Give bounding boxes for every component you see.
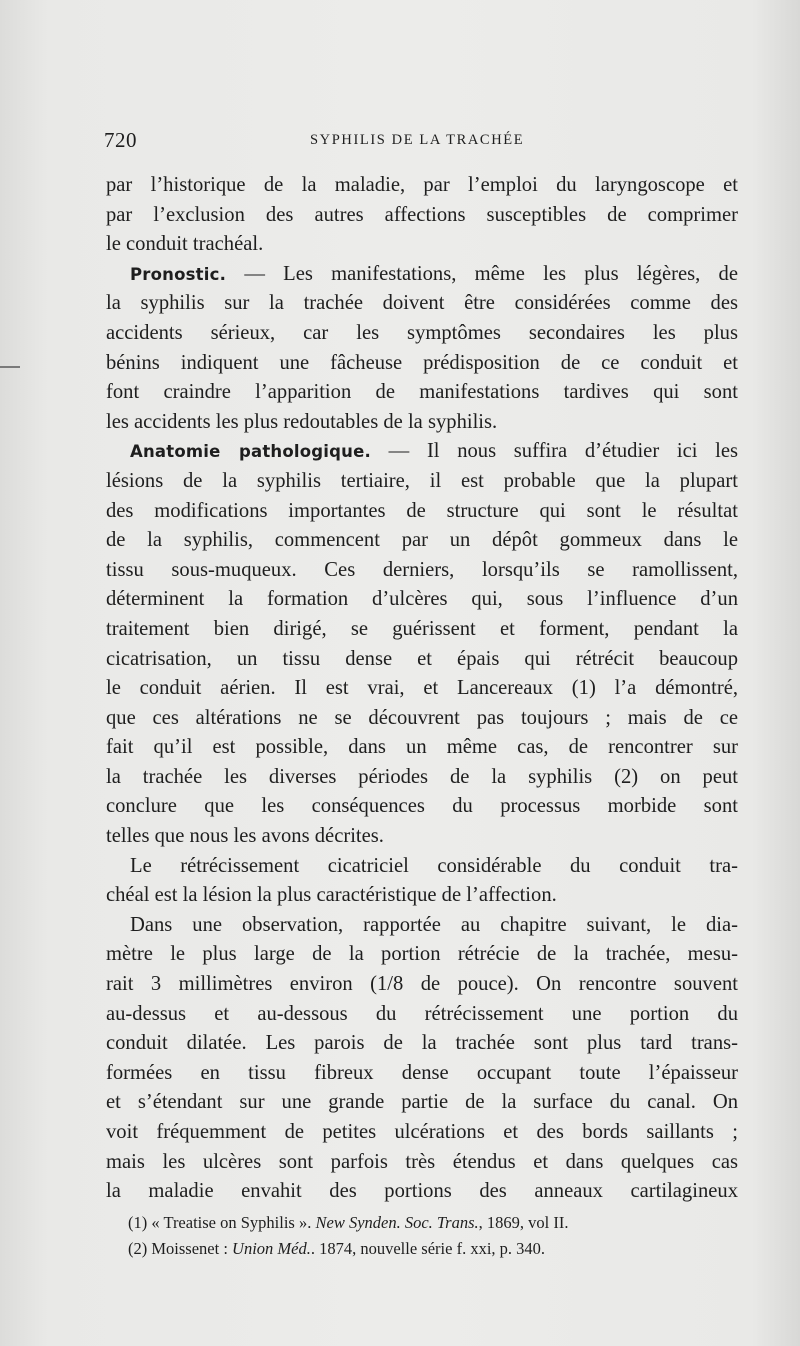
margin-mark — [0, 366, 20, 368]
footnote-text: (2) Moissenet : — [128, 1239, 233, 1258]
text-line: mètre le plus large de la portion rétrécie de la trachée, mesu- — [106, 943, 738, 966]
page-header — [104, 128, 736, 158]
section-heading-anatomie: Anatomie pathologique. — [130, 442, 371, 462]
text-line: Le rétrécissement cicatriciel considérable du conduit tra- — [130, 854, 738, 877]
text-line: que ces altérations ne se découvrent pas toujours ; mais de ce — [106, 706, 738, 729]
text-span: — Les manifestations, même les plus légères, de — [244, 262, 738, 285]
text-line: la syphilis sur la trachée doivent être considérées comme des — [106, 292, 738, 315]
text-line: font craindre l’apparition de manifestations tardives qui sont — [106, 381, 738, 404]
text-line: accidents sérieux, car les symptômes secondaires les plus — [106, 321, 738, 344]
text-line: le conduit trachéal. — [106, 233, 264, 256]
text-line: lésions de la syphilis tertiaire, il est probable que la plupart — [106, 469, 738, 492]
text-line: Dans une observation, rapportée au chapitre suivant, le dia- — [130, 913, 738, 936]
text-line: cicatrisation, un tissu dense et épais qui rétrécit beaucoup — [106, 647, 738, 670]
footnote-text: , 1869, vol II. — [478, 1213, 569, 1232]
text-line: rait 3 millimètres environ (1/8 de pouce). On rencontre souvent — [106, 973, 738, 996]
footnote-text: (1) « Treatise on Syphilis ». — [128, 1213, 316, 1232]
text-line: traitement bien dirigé, se guérissent et forment, pendant la — [106, 617, 738, 640]
text-line — [106, 437, 738, 467]
text-line: voit fréquemment de petites ulcérations et des bords saillants ; — [106, 1121, 738, 1143]
text-line: déterminent la formation d’ulcères qui, sous l’influence d’un — [106, 588, 738, 611]
text-line: au-dessus et au-dessous du rétrécissement une portion du — [106, 1002, 738, 1025]
text-line: fait qu’il est possible, dans un même cas, de rencontrer sur — [106, 736, 738, 759]
text-line: formées en tissu fibreux dense occupant toute l’épaisseur — [106, 1061, 738, 1084]
footnote-1 — [128, 1210, 728, 1236]
text-line: des modifications importantes de structure qui sont le résultat — [106, 499, 738, 522]
text-line: telles que nous les avons décrites. — [106, 825, 384, 848]
text-line: conclure que les conséquences du processus morbide sont — [106, 795, 738, 818]
section-heading-pronostic: Pronostic. — [130, 264, 227, 284]
text-line: le conduit aérien. Il est vrai, et Lancereaux (1) l’a démontré, — [106, 677, 738, 700]
text-line: chéal est la lésion la plus caractéristique de l’affection. — [106, 884, 557, 907]
footnote-2 — [128, 1236, 728, 1262]
text-line: tissu sous-muqueux. Ces derniers, lorsqu’ils se ramollissent, — [106, 558, 738, 581]
footnotes — [128, 1210, 728, 1262]
footnote-text: . 1874, nouvelle série f. xxi, p. 340. — [310, 1239, 546, 1258]
text-line: la maladie envahit des portions des anneaux cartilagineux — [106, 1180, 738, 1203]
text-line: mais les ulcères sont parfois très étendus et dans quelques cas — [106, 1150, 738, 1173]
text-line — [106, 260, 738, 290]
page-number: 720 — [104, 128, 137, 152]
text-line: les accidents les plus redoutables de la syphilis. — [106, 410, 498, 433]
body-text — [106, 171, 738, 1207]
text-line: la trachée les diverses périodes de la syphilis (2) on peut — [106, 765, 738, 788]
text-line: par l’exclusion des autres affections susceptibles de comprimer — [106, 203, 738, 226]
text-line: par l’historique de la maladie, par l’emploi du laryngoscope et — [106, 174, 738, 196]
footnote-journal: New Synden. Soc. Trans. — [315, 1213, 479, 1232]
running-head: SYPHILIS DE LA TRACHÉE — [310, 132, 525, 148]
text-line: conduit dilatée. Les parois de la trachée sont plus tard trans- — [106, 1032, 738, 1055]
text-line: et s’étendant sur une grande partie de la surface du canal. On — [106, 1091, 738, 1114]
text-span: — Il nous suffira d’étudier ici les — [388, 440, 738, 463]
footnote-journal: Union Méd. — [232, 1239, 311, 1258]
text-line: bénins indiquent une fâcheuse prédisposition de ce conduit et — [106, 351, 738, 374]
text-line: de la syphilis, commencent par un dépôt gommeux dans le — [106, 529, 738, 552]
